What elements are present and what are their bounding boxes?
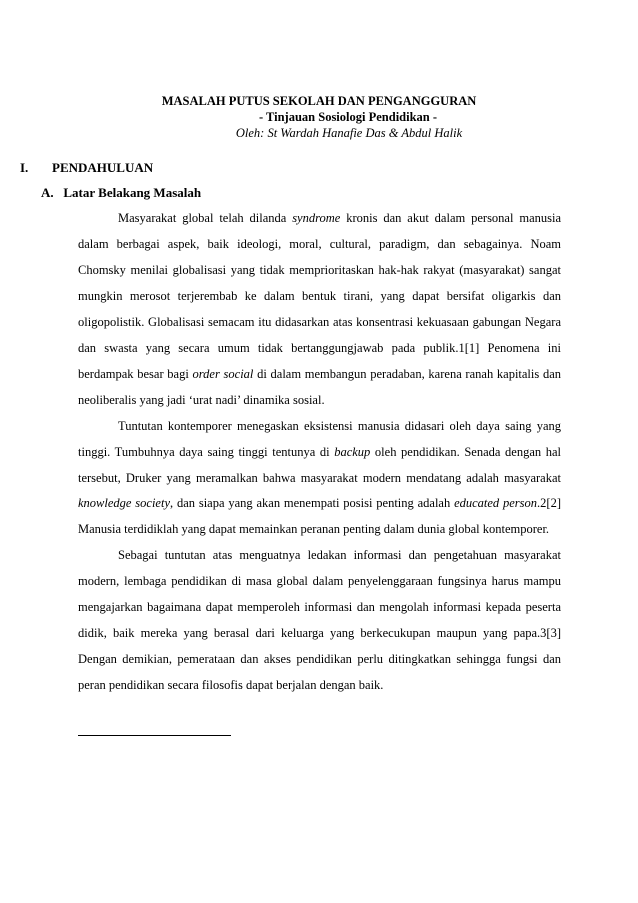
document-title: MASALAH PUTUS SEKOLAH DAN PENGANGGURAN: [161, 94, 477, 108]
italic-term: backup: [334, 444, 371, 459]
body-text: [78, 206, 561, 699]
section-heading: PENDAHULUAN: [52, 160, 154, 175]
text-run: kronis dan akut dalam personal manusia dalam berbagai aspek, baik ideologi, moral, cultural, paradigm, dan sebagainya. Noam Chomsky menilai globalisasi yang tidak memprioritaskan hak-hak rakyat (masyarakat) sangat mungkin merosot terjerembab ke dalam bentuk tirani, yang dapat bersifat oligarkis dan oligopolistik. Globalisasi semacam itu didasarkan atas konsentrasi kekuasaan gabungan Negara dan swasta yang secara umum tidak bertanggungjawab pada publik.1[1] Penomena ini berdampak besar bagi: [78, 211, 561, 381]
paragraph-1: [78, 206, 561, 414]
document-authors: Oleh: St Wardah Hanafie Das & Abdul Halik: [235, 126, 463, 140]
text-run: Sebagai tuntutan atas menguatnya ledakan informasi dan pengetahuan masyarakat modern, lembaga pendidikan di masa global dalam penyelenggaraan fungsinya harus mampu mengajarkan bagaimana dapat memperoleh informasi dan mengolah informasi kepada peserta didik, baik mereka yang berasal dari keluarga yang berkecukupan maupun yang papa.3[3] Dengan demikian, pemerataan dan akses pendidikan perlu ditingkatkan sehingga fungsi dan peran pendidikan secara filosofis dapat berjalan dengan baik.: [78, 548, 561, 693]
paragraph-3: [78, 543, 561, 699]
title-block: [0, 93, 638, 141]
document-subtitle: - Tinjauan Sosiologi Pendidikan -: [258, 110, 438, 124]
text-run: oleh pendidikan. Senada dengan hal tersebut, Druker yang meramalkan bahwa masyarakat modern mendatang adalah masyarakat: [78, 444, 561, 485]
subsection-heading: A. Latar Belakang Masalah: [41, 185, 202, 200]
paragraph-2: [78, 414, 561, 544]
text-run: .2[2] Manusia terdidiklah yang dapat memainkan peranan penting dalam dunia global kontemporer.: [78, 496, 561, 537]
text-run: , dan siapa yang akan menempati posisi penting adalah: [170, 496, 455, 511]
italic-term: educated person: [454, 496, 538, 511]
footnote-separator: [78, 735, 231, 736]
text-run: Tuntutan kontemporer menegaskan eksistensi manusia didasari oleh daya saing yang tinggi. Tumbuhnya daya saing tinggi tentunya di: [78, 418, 561, 459]
italic-term: syndrome: [292, 211, 341, 225]
italic-term: order social: [192, 366, 254, 381]
section-number: I.: [20, 160, 29, 175]
italic-term: knowledge society: [78, 496, 170, 511]
text-run: Masyarakat global telah dilanda: [118, 211, 293, 225]
text-run: di dalam membangun peradaban, karena ranah kapitalis dan neoliberalis yang jadi ‘urat nadi’ dinamika sosial.: [78, 366, 561, 407]
